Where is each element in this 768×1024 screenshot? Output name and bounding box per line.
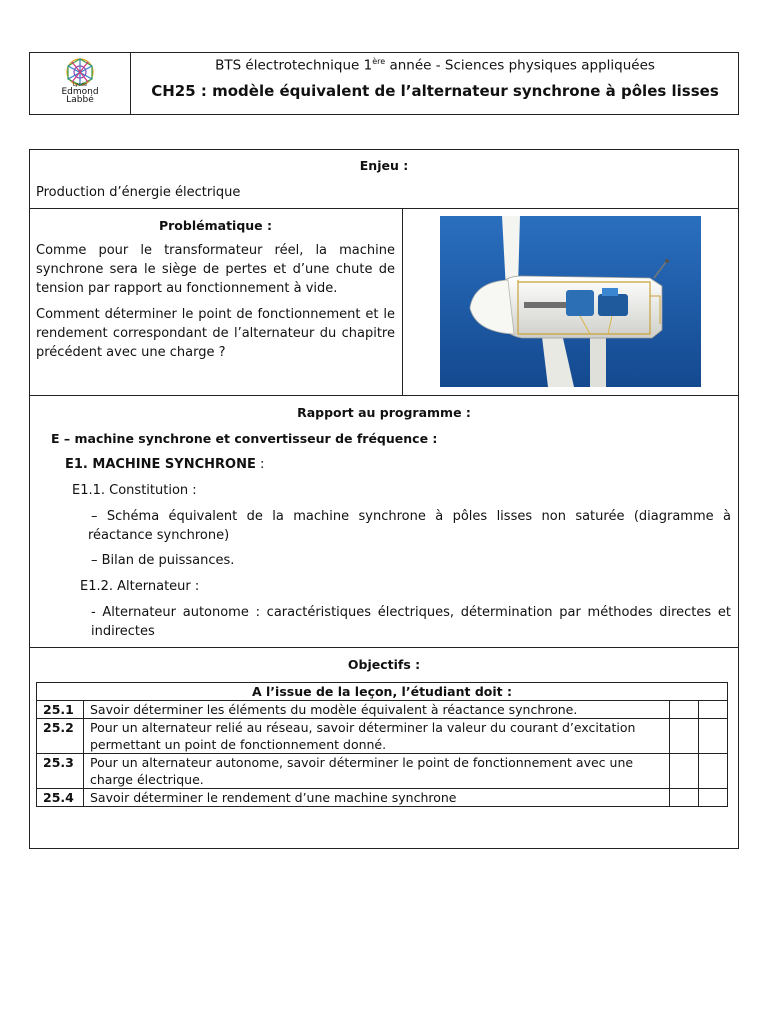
objective-text: Savoir déterminer le rendement d’une machine synchrone bbox=[84, 789, 670, 807]
subtitle-sup: ère bbox=[372, 57, 386, 66]
programme-item1-b: – Bilan de puissances. bbox=[91, 553, 235, 568]
table-row bbox=[37, 754, 728, 789]
problematique-heading bbox=[29, 216, 402, 235]
table-header-row bbox=[37, 683, 728, 701]
objective-text: Pour un alternateur relié au réseau, savoir déterminer la valeur du courant d’excitation permettant un point de fonctionnement donné. bbox=[84, 719, 670, 754]
objective-check-1[interactable] bbox=[670, 789, 699, 807]
header-subtitle bbox=[131, 52, 739, 76]
enjeu-heading: Enjeu : bbox=[359, 158, 409, 173]
objective-number: 25.4 bbox=[37, 789, 84, 807]
programme-subsection bbox=[65, 455, 264, 474]
programme-item1: E1.1. Constitution : bbox=[72, 483, 197, 498]
programme-item2: E1.2. Alternateur : bbox=[80, 579, 200, 594]
wind-turbine-nacelle-icon bbox=[440, 216, 701, 387]
problematique-para1: Comme pour le transformateur réel, la machine synchrone sera le siège de pertes et d’une chute de tension par rapport au fonctionnement à vide. bbox=[36, 243, 395, 296]
programme-item2-a: - Alternateur autonome : caractéristiques électriques, détermination par méthodes directes et indirectes bbox=[91, 605, 731, 639]
objective-number: 25.3 bbox=[37, 754, 84, 789]
objective-check-2[interactable] bbox=[699, 754, 728, 789]
school-logo bbox=[58, 54, 102, 114]
wind-turbine-image bbox=[440, 216, 701, 387]
divider-programme bbox=[29, 647, 739, 648]
programme-subsection-suffix: : bbox=[255, 457, 265, 472]
logo-text-3: Labbé bbox=[66, 95, 94, 105]
objectives-table bbox=[36, 682, 728, 807]
objective-check-1[interactable] bbox=[670, 701, 699, 719]
problematique-heading-text: Problématique : bbox=[158, 218, 273, 233]
objective-text: Savoir déterminer les éléments du modèle équivalent à réactance synchrone. bbox=[84, 701, 670, 719]
objective-number: 25.1 bbox=[37, 701, 84, 719]
subtitle-prefix: BTS électrotechnique 1 bbox=[215, 57, 373, 74]
objective-check-2[interactable] bbox=[699, 701, 728, 719]
programme-heading: Rapport au programme : bbox=[297, 405, 471, 420]
objectifs-heading: Objectifs : bbox=[347, 657, 421, 672]
subtitle-suffix: année - Sciences physiques appliquées bbox=[385, 57, 655, 74]
problematique-para2: Comment déterminer le point de fonctionnement et le rendement correspondant de l’alternateur du chapitre précédent avec une charge ? bbox=[36, 307, 395, 360]
table-row bbox=[37, 719, 728, 754]
logo-text-1: Lycée bbox=[72, 82, 88, 88]
objective-check-1[interactable] bbox=[670, 754, 699, 789]
problematique-divider bbox=[402, 208, 403, 395]
objective-number: 25.2 bbox=[37, 719, 84, 754]
objective-text: Pour un alternateur autonome, savoir déterminer le point de fonctionnement avec une charge électrique. bbox=[84, 754, 670, 789]
table-row bbox=[37, 701, 728, 719]
objective-check-1[interactable] bbox=[670, 719, 699, 754]
programme-section: E – machine synchrone et convertisseur de fréquence : bbox=[51, 431, 438, 446]
table-header: A l’issue de la leçon, l’étudiant doit : bbox=[37, 683, 728, 701]
table-row bbox=[37, 789, 728, 807]
programme-item1-a: – Schéma équivalent de la machine synchrone à pôles lisses non saturée (diagramme à réactance synchrone) bbox=[88, 509, 731, 543]
divider-enjeu bbox=[29, 208, 739, 209]
objective-check-2[interactable] bbox=[699, 719, 728, 754]
divider-problematique bbox=[29, 395, 739, 396]
enjeu-text: Production d’énergie électrique bbox=[36, 185, 241, 200]
programme-subsection-title: E1. MACHINE SYNCHRONE bbox=[65, 457, 256, 472]
page-title: CH25 : modèle équivalent de l’alternateur synchrone à pôles lisses bbox=[151, 82, 719, 100]
objective-check-2[interactable] bbox=[699, 789, 728, 807]
logo-text-2: Edmond bbox=[61, 87, 99, 97]
